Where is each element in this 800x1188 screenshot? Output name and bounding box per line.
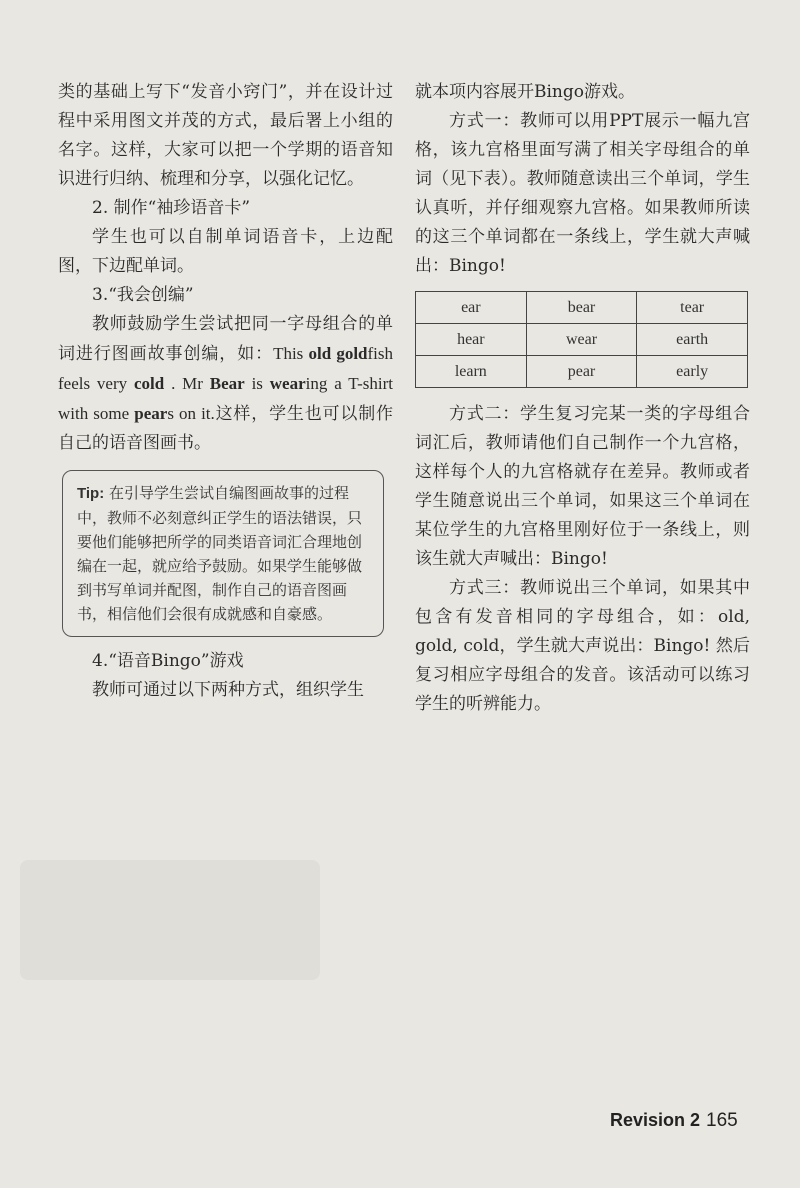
- paragraph: 类的基础上写下“发音小窍门”，并在设计过程中采用图文并茂的方式，最后署上小组的名字。这样，大家可以把一个学期的语音知识进行归纳、梳理和分享，以强化记忆。: [58, 82, 393, 189]
- table-cell: bear: [526, 292, 637, 324]
- paragraph: 就本项内容展开Bingo游戏。: [415, 82, 635, 102]
- table-cell: earth: [637, 324, 748, 356]
- sentence-fragment: is: [244, 374, 270, 393]
- sentence-fragment: . Mr: [164, 374, 210, 393]
- bold-word: old: [308, 344, 332, 363]
- page-footer: [610, 1110, 738, 1132]
- sentence-fragment: ing a T-shirt with some: [58, 374, 393, 423]
- bingo-grid-table: [415, 291, 748, 388]
- table-cell: wear: [526, 324, 637, 356]
- table-row: [416, 324, 748, 356]
- left-column: [58, 78, 393, 705]
- paragraph-text: 这样，学生也可以制作自己的语音图画书。: [58, 404, 394, 453]
- bingo-grid-body: [416, 292, 748, 388]
- paragraph-text: 教师鼓励学生尝试把同一字母组合的单词进行图画故事创编，如：: [58, 314, 393, 364]
- bold-word: wear: [269, 374, 306, 393]
- table-cell: early: [637, 356, 748, 388]
- tip-label: Tip:: [77, 485, 105, 502]
- section-heading: 2. 制作“袖珍语音卡”: [92, 198, 251, 218]
- paragraph: 方式三：教师说出三个单词，如果其中包含有发音相同的字母组合，如：old, gold, cold，学生就大声说出：Bingo! 然后复习相应字母组合的发音。该活动可以练习学生的听辨能力。: [415, 578, 750, 714]
- sentence-fragment: fish feels very: [58, 344, 394, 393]
- bold-word: pear: [134, 404, 168, 423]
- paragraph: [58, 310, 393, 458]
- bold-word: cold: [134, 374, 165, 393]
- footer-label: Revision 2: [610, 1110, 701, 1130]
- bold-word: gold: [336, 344, 368, 363]
- background-illustration: [20, 860, 320, 980]
- sentence-fragment: This: [273, 344, 309, 363]
- table-row: [416, 356, 748, 388]
- table-row: [416, 292, 748, 324]
- table-cell: hear: [416, 324, 527, 356]
- table-cell: ear: [416, 292, 527, 324]
- bold-word: Bear: [209, 374, 245, 393]
- table-cell: pear: [526, 356, 637, 388]
- sentence-fragment: s on it.: [167, 404, 215, 423]
- paragraph: 方式二：学生复习完某一类的字母组合词汇后，教师请他们自己制作一个九宫格，这样每个人的九宫格就存在差异。教师或者学生随意说出三个单词，如果这三个单词在某位学生的九宫格里刚好位于一条线上，则该生就大声喊出：Bingo!: [415, 404, 750, 569]
- section-heading: 4.“语音Bingo”游戏: [92, 651, 244, 671]
- page-number: 165: [706, 1110, 738, 1131]
- paragraph: 学生也可以自制单词语音卡，上边配图，下边配单词。: [58, 227, 393, 276]
- table-cell: tear: [637, 292, 748, 324]
- tip-box: [62, 470, 384, 637]
- paragraph: 方式一：教师可以用PPT展示一幅九宫格，该九宫格里面写满了相关字母组合的单词（见下表）。教师随意读出三个单词，学生认真听，并仔细观察九宫格。如果教师所读的这三个单词都在一条线上，学生就大声喊出：Bingo!: [415, 111, 750, 276]
- tip-text: 在引导学生尝试自编图画故事的过程中，教师不必刻意纠正学生的语法错误，只要他们能够把所学的同类语音词汇合理地创编在一起，就应给予鼓励。如果学生能够做到书写单词并配图，制作自己的语音图画书，相信他们会很有成就感和自豪感。: [77, 484, 363, 623]
- right-column: [415, 78, 750, 719]
- section-heading: 3.“我会创编”: [92, 285, 194, 305]
- table-cell: learn: [416, 356, 527, 388]
- paragraph: 教师可通过以下两种方式，组织学生: [92, 680, 364, 700]
